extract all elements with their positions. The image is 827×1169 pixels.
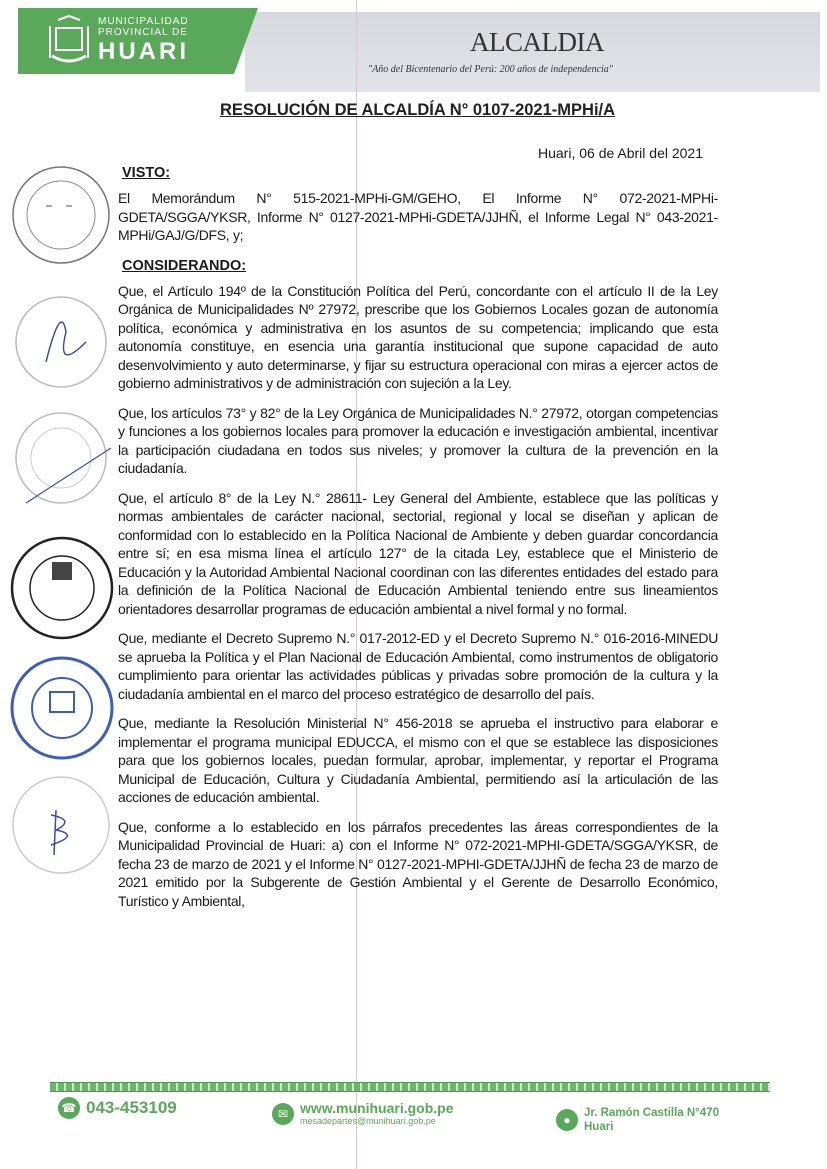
- vobo-stamp: [6, 160, 116, 270]
- gerencia-stamp: [6, 408, 116, 508]
- paragraph: Que, el Artículo 194º de la Constitución Política del Perú, concordante con el artículo II de la Ley Orgánica de Municipalidades Nº 27972, prescribe que los Gobiernos Locales gozan de autonomía política, económica y administrativa en los asuntos de su competencia; implicando que esta autonomía constituye, en esencia una garantía institucional que supone capacidad de auto desenvolvimiento y auto determinarse, y fijar su estructura operacional con miras a ejercer actos de gobierno administrativos y de administración con sujeción a la Ley.: [118, 282, 718, 391]
- coat-of-arms-icon: [46, 14, 92, 68]
- visto-heading: VISTO:: [122, 165, 171, 181]
- document-body: [118, 163, 718, 921]
- paragraph: Que, conforme a lo establecido en los párrafos precedentes las áreas correspondientes de la Municipalidad Provincial de Huari: a) con el Informe N° 072-2021-MPHI-GDETA/SGGA/YKSR, de fecha 23 de marzo de 2021 y el Informe N° 0127-2021-MPHI-GDETA/JJHÑ de fecha 23 de marzo de 2021 emitido por la Subgerente de Gestión Ambiental y el Gerente de Desarrollo Económico, Turístico y Ambiental,: [118, 818, 718, 909]
- phone-icon: ☎: [58, 1097, 80, 1119]
- website-link[interactable]: www.munihuari.gob.pe: [300, 1100, 454, 1116]
- gestion-ambiental-stamp: [6, 652, 118, 764]
- institution-label: MUNICIPALIDAD PROVINCIAL DE: [98, 16, 189, 38]
- email-link[interactable]: mesadepartes@munihuari.gob.pe: [300, 1116, 436, 1126]
- footer-web: [272, 1100, 453, 1127]
- year-motto: "Año del Bicentenario del Perú: 200 años de independencia": [368, 64, 613, 75]
- place-date: Huari, 06 de Abril del 2021: [538, 145, 703, 161]
- alcalde-signature-stamp: [6, 770, 116, 880]
- location-pin-icon: ●: [556, 1109, 578, 1131]
- signature-stamp: [6, 292, 116, 392]
- institution-name: HUARI: [98, 38, 189, 65]
- paragraph: Que, los artículos 73° y 82° de la Ley Orgánica de Municipalidades N.° 27972, otorgan competencias y funciones a los gobiernos locales para promover la educación e investigación ambiental, incentivar la participación ciudadana en todos sus niveles; y promover la cultura de la prevención en la ciudadanía.: [118, 404, 718, 476]
- footer-address: ● Jr. Ramón Castilla N°470 Huari: [556, 1106, 719, 1134]
- visto-text: El Memorándum N° 515-2021-MPHi-GM/GEHO, El Informe N° 072-2021-MPHi-GDETA/SGGA/YKSR, Informe N° 0127-2021-MPHi-GDETA/JJHÑ, el Informe Legal N° 043-2021-MPHi/GAJ/G/DFS, y;: [118, 190, 718, 243]
- paragraph: Que, mediante el Decreto Supremo N.° 017-2012-ED y el Decreto Supremo N.° 016-2016-MINEDU se aprueba la Política y el Plan Nacional de Educación Ambiental, como instrumentos de obligatorio cumplimiento para orientar las actividades públicas y privadas sobre promoción de la cultura y la ciudadanía ambiental en el marco del proceso estratégico de desarrollo del país.: [118, 630, 718, 702]
- institution-block: [98, 16, 189, 65]
- document-title: RESOLUCIÓN DE ALCALDÍA N° 0107-2021-MPHi/A: [220, 101, 616, 119]
- office-title: ALCALDIA: [470, 27, 604, 57]
- footer-phone: ☎ 043-453109: [58, 1097, 177, 1119]
- mail-icon: ✉: [272, 1103, 294, 1125]
- considerando-heading: CONSIDERANDO:: [122, 257, 247, 274]
- footer-divider: [50, 1082, 770, 1092]
- desarrollo-stamp: [6, 532, 118, 644]
- paragraph: Que, mediante la Resolución Ministerial N° 456-2018 se aprueba el instructivo para elaborar e implementar el programa municipal EDUCCA, el mismo con el que se establece las disposiciones para que los gobiernos locales, puedan formular, aprobar, implementar, y reportar el Programa Municipal de Educación, Cultura y Ciudadanía Ambiental, permitiendo así la articulación de las acciones de educación ambiental.: [118, 715, 718, 805]
- paragraph: Que, el artículo 8° de la Ley N.° 28611- Ley General del Ambiente, establece que las políticas y normas ambientales de carácter nacional, sectorial, regional y local se diseñan y aplican de conformidad con lo establecido en la Política Nacional de Ambiente y deben guardar concordancia entre sí; en esa misma línea el artículo 127° de la citada Ley, establece que el Ministerio de Educación y la Autoridad Ambiental Nacional coordinan con las diferentes entidades del estado para la definición de la Política Nacional de Educación Ambiental teniendo entre sus lineamientos orientadores desarrollar programas de educación ambiental a nivel formal y no formal.: [118, 489, 718, 617]
